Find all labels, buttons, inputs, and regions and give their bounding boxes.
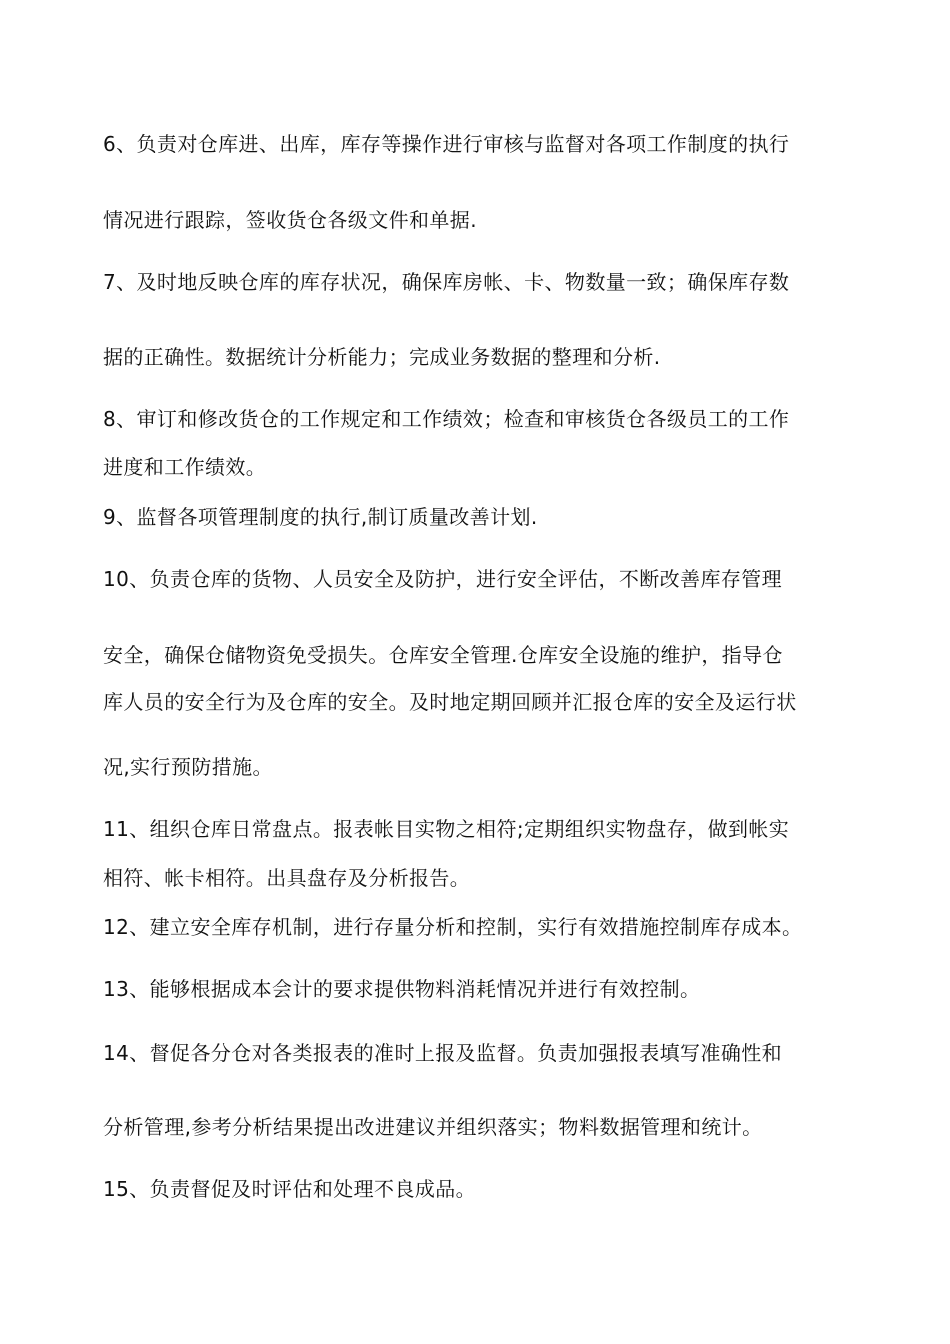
text-line: 进度和工作绩效。 (103, 455, 267, 479)
text-line: 安全，确保仓储物资免受损失。仓库安全管理.仓库安全设施的维护，指导仓 (103, 643, 783, 667)
text-line: 9、监督各项管理制度的执行,制订质量改善计划. (103, 505, 538, 529)
text-line: 分析管理,参考分析结果提出改进建议并组织落实；物料数据管理和统计。 (103, 1115, 763, 1139)
text-line: 况,实行预防措施。 (103, 755, 273, 779)
text-line: 相符、帐卡相符。出具盘存及分析报告。 (103, 866, 471, 890)
text-line: 6、负责对仓库进、出库，库存等操作进行审核与监督对各项工作制度的执行 (103, 132, 790, 156)
text-line: 14、督促各分仓对各类报表的准时上报及监督。负责加强报表填写准确性和 (103, 1041, 783, 1065)
text-line: 情况进行跟踪，签收货仓各级文件和单据. (103, 208, 477, 232)
text-line: 7、及时地反映仓库的库存状况，确保库房帐、卡、物数量一致；确保库存数 (103, 270, 790, 294)
text-line: 13、能够根据成本会计的要求提供物料消耗情况并进行有效控制。 (103, 977, 701, 1001)
text-line: 11、组织仓库日常盘点。报表帐目实物之相符;定期组织实物盘存，做到帐实 (103, 817, 790, 841)
text-line: 10、负责仓库的货物、人员安全及防护，进行安全评估，不断改善库存管理 (103, 567, 783, 591)
text-line: 15、负责督促及时评估和处理不良成品。 (103, 1177, 477, 1201)
text-line: 8、审订和修改货仓的工作规定和工作绩效；检查和审核货仓各级员工的工作 (103, 407, 790, 431)
text-line: 据的正确性。数据统计分析能力；完成业务数据的整理和分析. (103, 345, 661, 369)
text-line: 库人员的安全行为及仓库的安全。及时地定期回顾并汇报仓库的安全及运行状 (103, 690, 797, 714)
text-line: 12、建立安全库存机制，进行存量分析和控制，实行有效措施控制库存成本。 (103, 915, 803, 939)
